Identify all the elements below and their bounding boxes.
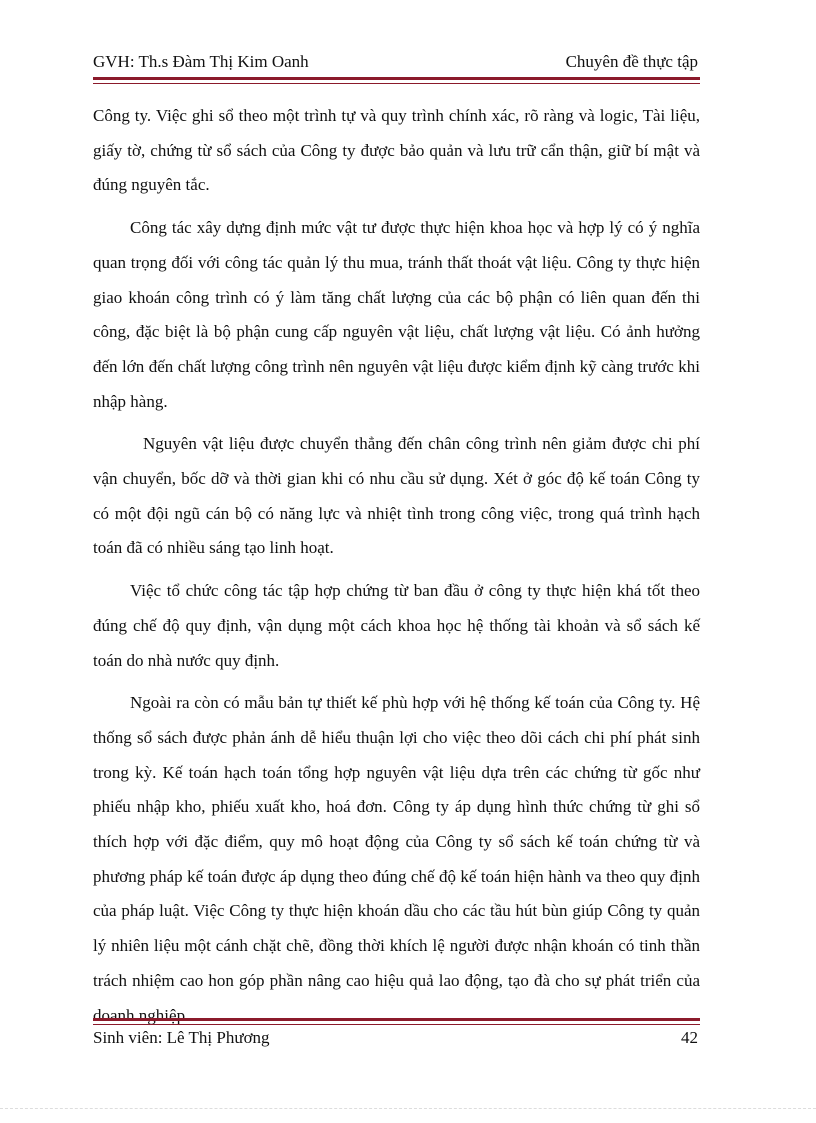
- page-edge-divider: [0, 1108, 816, 1109]
- paragraph-3: Nguyên vật liệu được chuyển thẳng đến chân công trình nên giảm được chi phí vận chuyển, bốc dỡ và thời gian khi có nhu cầu sử dụng. Xét ở góc độ kế toán Công ty có một đội ngũ cán bộ có năng lực và nhiệt tình trong công việc, trong quá trình hạch toán đã có nhiều sáng tạo linh hoạt.: [93, 434, 700, 558]
- paragraph-2: Công tác xây dựng định mức vật tư được thực hiện khoa học và hợp lý có ý nghĩa quan trọng đối với công tác quản lý thu mua, tránh thất thoát vật liệu. Công ty thực hiện giao khoán công trình có ý làm tăng chất lượng của các bộ phận có liên quan đến thi công, đặc biệt là bộ phận cung cấp nguyên vật liệu, chất lượng vật liệu. Có ảnh hưởng đến lớn đến chất lượng công trình nên nguyên vật liệu được kiểm định kỹ càng trước khi nhập hàng.: [93, 218, 700, 411]
- paragraph-4: Việc tổ chức công tác tập hợp chứng từ ban đầu ở công ty thực hiện khá tốt theo đúng chế độ quy định, vận dụng một cách khoa học hệ thống tài khoản và sổ sách kế toán do nhà nước quy định.: [93, 581, 700, 670]
- header-instructor: GVH: Th.s Đàm Thị Kim Oanh: [93, 52, 309, 71]
- footer-student: Sinh viên: Lê Thị Phương: [93, 1028, 270, 1047]
- paragraph-5: Ngoài ra còn có mẫu bản tự thiết kế phù hợp với hệ thống kế toán của Công ty. Hệ thống sổ sách được phản ánh dễ hiểu thuận lợi cho việc theo dõi cách chi phí phát sinh trong kỳ. Kế toán hạch toán tổng hợp nguyên vật liệu dựa trên các chứng từ gốc như phiếu nhập kho, phiếu xuất kho, hoá đơn. Công ty áp dụng hình thức chứng từ ghi sổ thích hợp với đặc điểm, quy mô hoạt động của Công ty sổ sách kế toán chứng từ và phương pháp kế toán được áp dụng theo đúng chế độ kế toán hiện hành va theo quy định của pháp luật. Việc Công ty thực hiện khoán dầu cho các tầu hút bùn giúp Công ty quản lý nhiên liệu một cánh chặt chẽ, đồng thời khích lệ người được nhận khoán có tinh thần trách nhiệm cao hon góp phần nâng cao hiệu quả lao động, tạo đà cho sự phát triển của doanh nghiệp.: [93, 693, 700, 1025]
- paragraph-1: Công ty. Việc ghi sổ theo một trình tự và quy trình chính xác, rõ ràng và logic, Tài liệu, giấy tờ, chứng từ sổ sách của Công ty được bảo quản và lưu trữ cẩn thận, giữ bí mật và đúng nguyên tắc.: [93, 106, 700, 195]
- page-header: [93, 52, 700, 78]
- page-footer: [93, 1028, 700, 1054]
- header-divider: [93, 77, 700, 84]
- header-report-title: Chuyên đề thực tập: [565, 52, 698, 71]
- footer-divider: [93, 1018, 700, 1025]
- page-body: [93, 99, 700, 1041]
- page-number: 42: [681, 1028, 698, 1047]
